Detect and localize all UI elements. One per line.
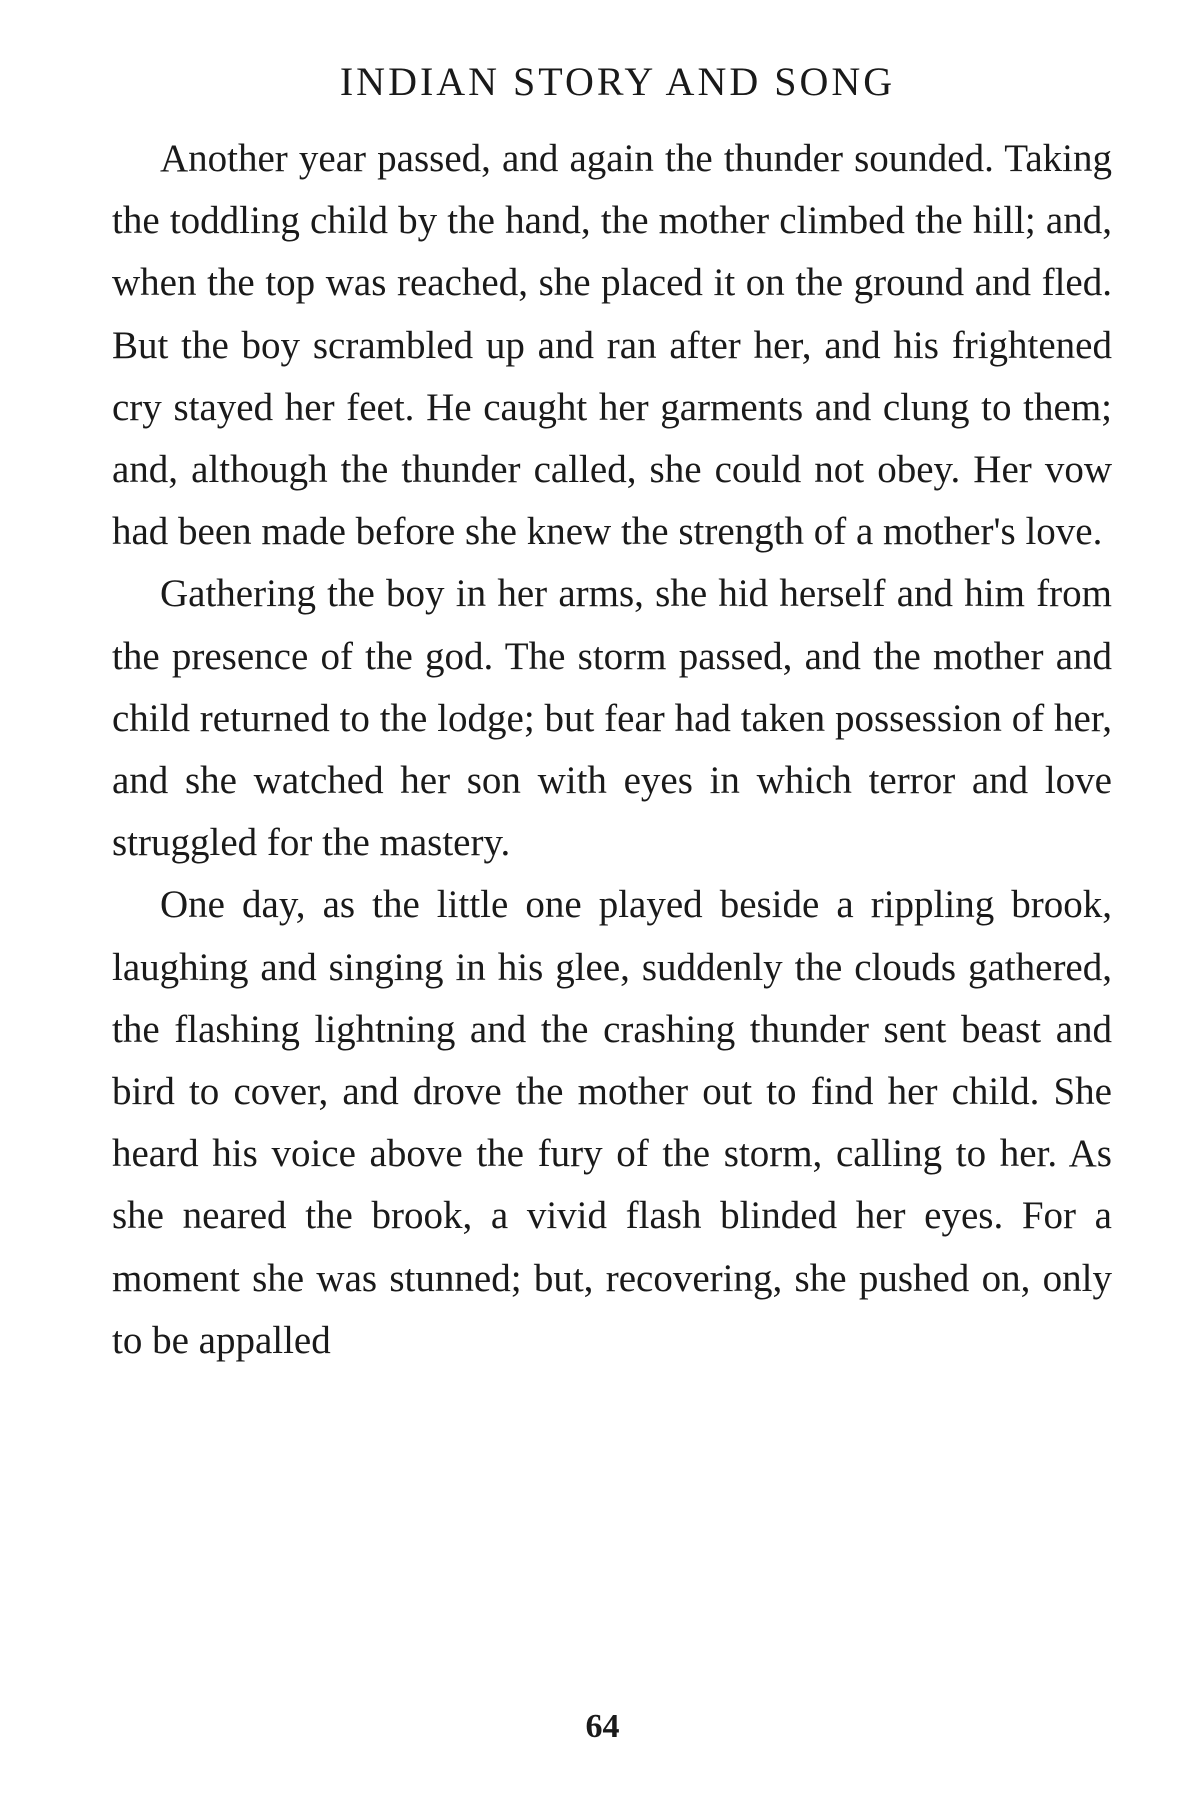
running-head: INDIAN STORY AND SONG <box>339 59 896 104</box>
paragraph-1: Another year passed, and again the thunder sounded. Taking the toddling child by the hand, the mother climbed the hill; and, when the top was reached, she placed it on the ground and fled. But the boy scrambled up and ran after her, and his frightened cry stayed her feet. He caught her garments and clung to them; and, although the thunder called, she could not obey. Her vow had been made before she knew the strength of a mother's love. <box>112 137 1112 554</box>
body-text <box>112 128 1112 1372</box>
paragraph-2: Gathering the boy in her arms, she hid herself and him from the presence of the god. The storm passed, and the mother and child returned to the lodge; but fear had taken possession of her, and she watched her son with eyes in which terror and love struggled for the mastery. <box>112 572 1112 865</box>
paragraph-3: One day, as the little one played beside a rippling brook, laughing and singing in his glee, suddenly the clouds gathered, the flashing lightning and the crashing thunder sent beast and bird to cover, and drove the mother out to find her child. She heard his voice above the fury of the storm, calling to her. As she neared the brook, a vivid flash blinded her eyes. For a moment she was stunned; but, recovering, she pushed on, only to be appalled <box>112 883 1112 1362</box>
page-number: 64 <box>585 1708 620 1745</box>
